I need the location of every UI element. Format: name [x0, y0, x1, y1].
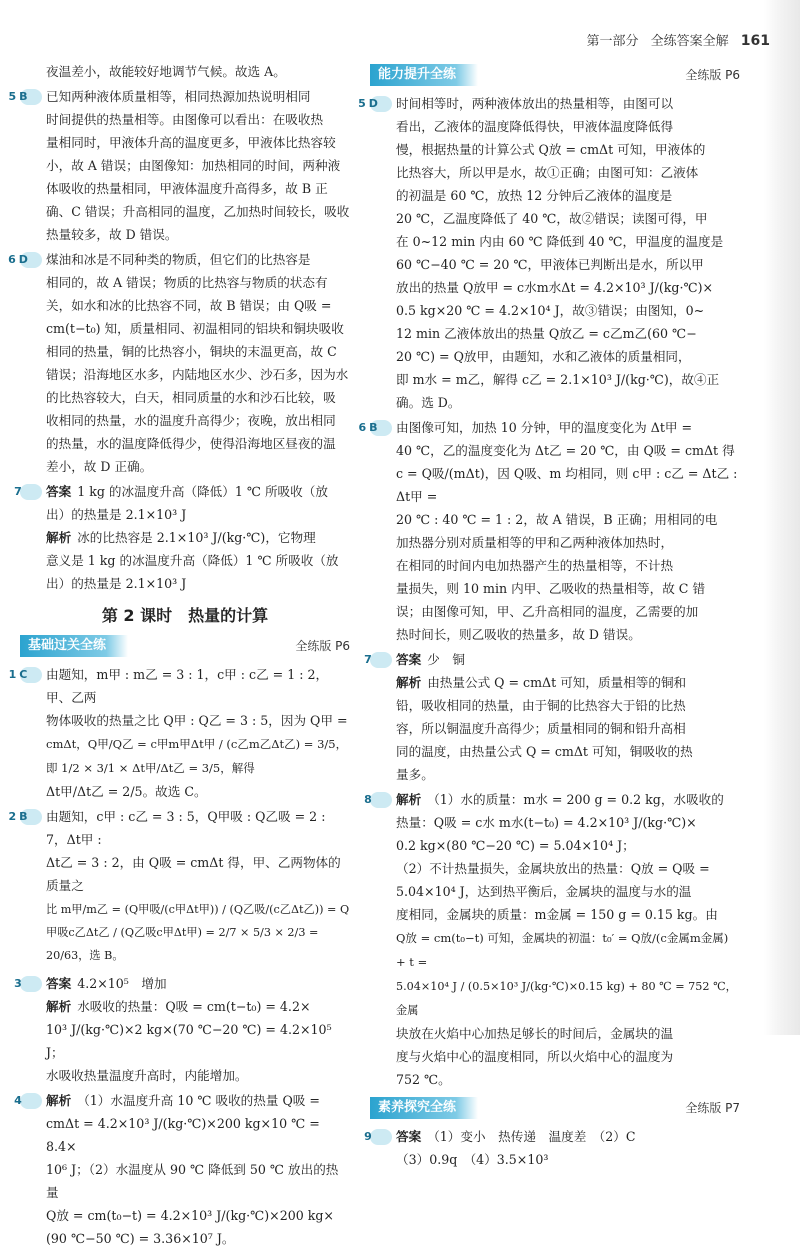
- question-number-badge: 5 D: [370, 96, 392, 112]
- question-number-badge: 1 C: [20, 667, 42, 683]
- question-5: [8, 85, 350, 246]
- ability-question-8: 8 解析 （1）水的质量：m水 = 200 g = 0.2 kg，水吸收的 热量：Q吸 = c水 m水(t−t₀) = 4.2×10³ J/(kg·℃)× 0.2 kg×(80 ℃−20 ℃) = 5.04×10⁴ J； （2）不计热量损失，金属块放出的热量：Q放 = Q吸 = 5.04×10⁴ J，达到热平衡后，金属块的温度与水的温 度相同，金属块的质量：m金属 = 150 g = 0.15 kg。由 Q放 = cm(t₀−t) 可知，金属块的初温：t₀′ = Q放/(c金属m金属) + t = 5.04×10⁴ J / (0.5×10³ J/(kg·℃)×0.15 kg) + 80 ℃ = 752 ℃，金属 块放在火焰中心加热足够长的时间后，金属块的温 度与火焰中心的温度相同，所以火焰中心的温度为 752 ℃。: [364, 792, 737, 1087]
- answer-line: 时间提供的热量相等。由图像可以看出：在吸收热: [46, 112, 324, 127]
- answer-line: 热量较多，故 D 错误。: [46, 227, 178, 242]
- question-6: [8, 248, 350, 478]
- question-number-badge: 8: [370, 792, 392, 808]
- ability-question-5: 5 D 时间相等时，两种液体放出的热量相等，由图可以 看出，乙液体的温度降低得快，甲液体温度降低得 慢，根据热量的计算公式 Q放 = cmΔt 可知，甲液体的 比热容大，所以甲是水，故①正确；由图可知：乙液体 的初温是 60 ℃，放热 12 分钟后乙液体的温度是 20 ℃，乙温度降低了 40 ℃，故②错误；读图可得，甲 在 0~12 min 内由 60 ℃ 降低到 40 ℃，甲温度的温度是 60 ℃−40 ℃ = 20 ℃，甲液体已判断出是水，所以甲 放出的热量 Q放甲 = c水m水Δt = 4.2×10³ J/(kg·℃)× 0.5 kg×20 ℃ = 4.2×10⁴ J，故③错误；由图知，0~ 12 min 乙液体放出的热量 Q放乙 = c乙m乙(60 ℃− 20 ℃) = Q放甲，由题知，水和乙液体的质量相同， 即 m水 = m乙，解得 c乙 = 2.1×10³ J/(kg·℃)，故④正 确。选 D。: [358, 96, 724, 410]
- section-page-ref: 全练版 P6: [295, 639, 350, 653]
- answer-label: 答案: [46, 484, 72, 499]
- answer-line: 差小，故 D 正确。: [46, 459, 153, 474]
- header-section: 第一部分: [586, 34, 639, 49]
- answer-line: 相同的热量，铜的比热容小，铜块的末温更高，故 C: [46, 344, 337, 359]
- answer-line: 收相同的热量，水的温度升高得少；夜晚，放出相同: [46, 413, 336, 428]
- basic-question-2: 2 B 由题知，c甲 : c乙 = 3 : 5，Q甲吸 : Q乙吸 = 2 : 7，Δt甲 : Δt乙 = 3 : 2，由 Q吸 = cmΔt 得，甲、乙两物体的质量之 比 m甲/m乙 = (Q甲吸/(c甲Δt甲)) / (Q乙吸/(c乙Δt乙)) = Q甲吸c乙Δt乙 / (Q乙吸c甲Δt甲) = 2/7 × 5/3 × 2/3 = 20/63，选 B。: [8, 809, 350, 962]
- section-tag: 能力提升全练: [370, 64, 478, 86]
- answer-line: 小，故 A 错误；由图像知：加热相同的时间，两种液: [46, 158, 341, 173]
- section-page-ref: 全练版 P6: [685, 68, 740, 82]
- question-7: 7 答案 1 kg 的冰温度升高（降低）1 ℃ 所吸收（放 出）的热量是 2.1×10³ J 解析 冰的比热容是 2.1×10³ J/(kg·℃)，它物理 意义是 1 kg 的冰温度升高（降低）1 ℃ 所吸收（放 出）的热量是 2.1×10³ J: [14, 484, 339, 591]
- page-number: 161: [740, 33, 770, 49]
- ability-question-7: 7 答案 少 铜 解析 由热量公式 Q = cmΔt 可知，质量相等的铜和 铅，吸收相同的热量，由于铜的比热容大于铅的比热 容，所以铜温度升高得少；质量相同的铜和铅升高相 同的温度，由热量公式 Q = cmΔt 可知，铜吸收的热 量多。: [364, 652, 693, 782]
- section-page-ref: 全练版 P7: [685, 1101, 740, 1115]
- answer-line: 的热量，水的温度降低得少，使得沿海地区昼夜的温: [46, 436, 336, 451]
- question-number-badge: 9: [370, 1129, 392, 1145]
- ability-question-6: 6 B 由图像可知，加热 10 分钟，甲的温度变化为 Δt甲 = 40 ℃，乙的温度变化为 Δt乙 = 20 ℃，由 Q吸 = cmΔt 得 c = Q吸/(mΔt)，因 Q吸、m 均相同，则 c甲 : c乙 = Δt乙 : Δt甲 = 20 ℃ : 40 ℃ = 1 : 2，故 A 错误，B 正确；用相同的电 加热器分别对质量相等的甲和乙两种液体加热时， 在相同的时间内电加热器产生的热量相等，不计热 量损失，则 10 min 内甲、乙吸收的热量相等，故 C 错 误；由图像可知，甲、乙升高相同的温度，乙需要的加 热时间长，则乙吸收的热量多，故 D 错误。: [358, 420, 738, 642]
- answer-line: 体吸收的热量相同，甲液体温度升高得多，故 B 正: [46, 181, 328, 196]
- page-header: [400, 30, 770, 53]
- literacy-question-9: 9 答案 （1）变小 热传递 温度差 （2）C （3）0.9q （4）3.5×10³: [364, 1129, 636, 1167]
- question-number-badge: 6 D: [20, 252, 42, 268]
- answer-label: 答案: [396, 652, 422, 667]
- analysis-label: 解析: [396, 792, 422, 807]
- answer-line: 关，如水和冰的比热容不同，故 B 错误；由 Q吸 =: [46, 298, 332, 313]
- section-bar-basic: [20, 635, 350, 657]
- right-column: [358, 60, 740, 1173]
- question-number-badge: 6 B: [370, 420, 392, 436]
- analysis-label: 解析: [46, 1093, 72, 1108]
- question-number-badge: 2 B: [20, 809, 42, 825]
- question-number-badge: 3: [20, 976, 42, 992]
- header-book-title: 全练答案全解: [650, 34, 729, 49]
- analysis-label: 解析: [396, 675, 422, 690]
- question-number-badge: 7: [370, 652, 392, 668]
- left-column: [8, 60, 350, 1252]
- answer-line: 煤油和冰是不同种类的物质，但它们的比热容是: [46, 252, 311, 267]
- question-number-badge: 4: [20, 1093, 42, 1109]
- answer-line: 相同的，故 A 错误；物质的比热容与物质的状态有: [46, 275, 328, 290]
- answer-line: 确、C 错误；升高相同的温度，乙加热时间较长，吸收: [46, 204, 350, 219]
- answer-line: 量相同时，甲液体升高的温度更多，甲液体比热容较: [46, 135, 336, 150]
- answer-label: 答案: [46, 976, 72, 991]
- section-tag: 基础过关全练: [20, 635, 128, 657]
- section-tag: 素养探究全练: [370, 1097, 478, 1119]
- answer-line: cm(t−t₀) 知，质量相同、初温相同的铝块和铜块吸收: [46, 321, 344, 336]
- question-number-badge: 7: [20, 484, 42, 500]
- section-bar-ability: [370, 64, 740, 86]
- answer-label: 答案: [396, 1129, 422, 1144]
- answer-line: 的比热容较大，白天，相同质量的水和沙石比较，吸: [46, 390, 336, 405]
- answer-line: 已知两种液体质量相等，相同热源加热说明相同: [46, 89, 311, 104]
- lesson-title: 第 2 课时 热量的计算: [101, 606, 269, 625]
- basic-question-1: 1 C 由题知，m甲 : m乙 = 3 : 1，c甲 : c乙 = 1 : 2，甲、乙两 物体吸收的热量之比 Q甲 : Q乙 = 3 : 5，因为 Q甲 = cmΔt，Q甲/Q乙 = c甲m甲Δt甲 / (c乙m乙Δt乙) = 3/5，即 1/2 × 3/1 × Δt甲/Δt乙 = 3/5，解得 Δt甲/Δt乙 = 2/5。故选 C。: [8, 667, 348, 799]
- analysis-label: 解析: [46, 999, 72, 1014]
- analysis-label: 解析: [46, 530, 72, 545]
- basic-question-4: 4 解析 （1）水温度升高 10 ℃ 吸收的热量 Q吸 = cmΔt = 4.2×10³ J/(kg·℃)×200 kg×10 ℃ = 8.4× 10⁶ J；（2）水温度从 90 ℃ 降低到 50 ℃ 放出的热量 Q放 = cm(t₀−t) = 4.2×10³ J/(kg·℃)×200 kg× (90 ℃−50 ℃) = 3.36×10⁷ J。: [14, 1093, 339, 1246]
- page-spine-shadow: [764, 0, 800, 1035]
- basic-question-3: 3 答案 4.2×10⁵ 增加 解析 水吸收的热量：Q吸 = cm(t−t₀) = 4.2× 10³ J/(kg·℃)×2 kg×(70 ℃−20 ℃) = 4.2×10⁵ J； 水吸收热量温度升高时，内能增加。: [14, 976, 332, 1083]
- section-bar-literacy: [370, 1097, 740, 1119]
- answer-line: 错误；沿海地区水多，内陆地区水少、沙石多，因为水: [46, 367, 349, 382]
- question-number-badge: 5 B: [20, 89, 42, 105]
- continued-text: 夜温差小，故能较好地调节气候。故选 A。: [46, 64, 286, 79]
